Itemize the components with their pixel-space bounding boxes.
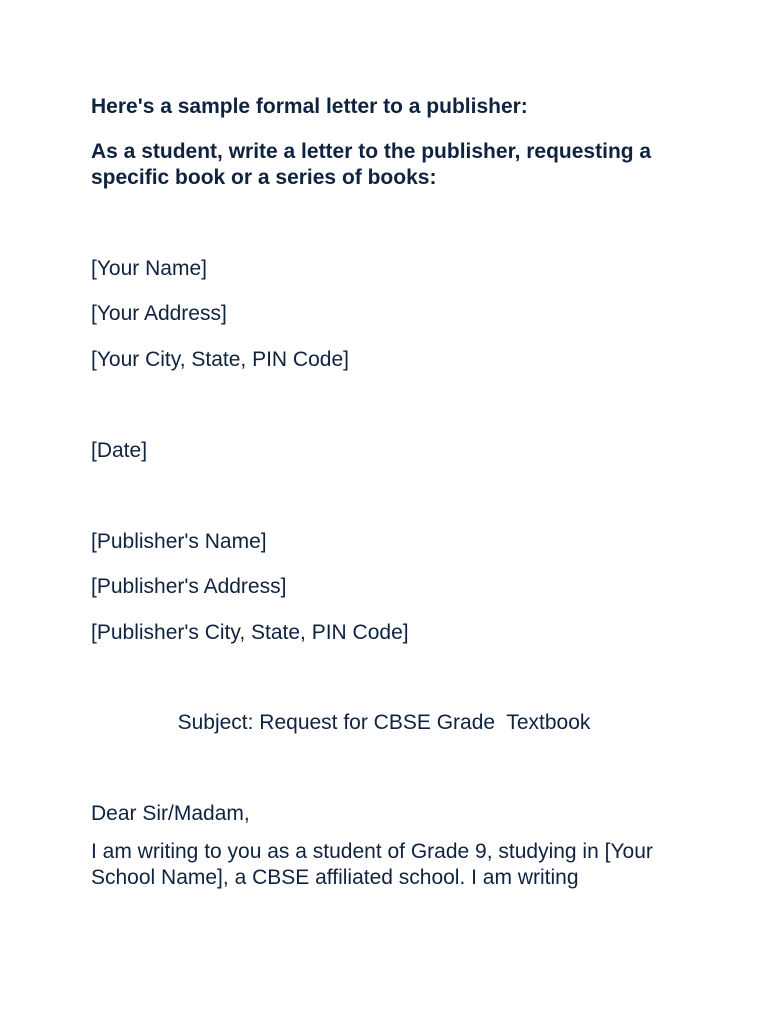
salutation: Dear Sir/Madam, [91, 802, 250, 825]
letter-subject: Subject: Request for CBSE Grade Textbook [177, 711, 591, 734]
letter-body-paragraph: I am writing to you as a student of Grade 9, studying in [Your School Name], a CBSE affiliated school. I am writing [91, 840, 653, 889]
publisher-city-state-pin: [Publisher's City, State, PIN Code] [91, 621, 409, 644]
sender-city-state-pin: [Your City, State, PIN Code] [91, 348, 349, 371]
sender-address: [Your Address] [91, 302, 227, 325]
sender-name: [Your Name] [91, 257, 207, 280]
publisher-name: [Publisher's Name] [91, 530, 267, 553]
letter-prompt: As a student, write a letter to the publisher, requesting a specific book or a series of books: [91, 140, 652, 189]
document-heading: Here's a sample formal letter to a publisher: [91, 95, 528, 118]
publisher-address: [Publisher's Address] [91, 575, 287, 598]
letter-date: [Date] [91, 439, 148, 462]
